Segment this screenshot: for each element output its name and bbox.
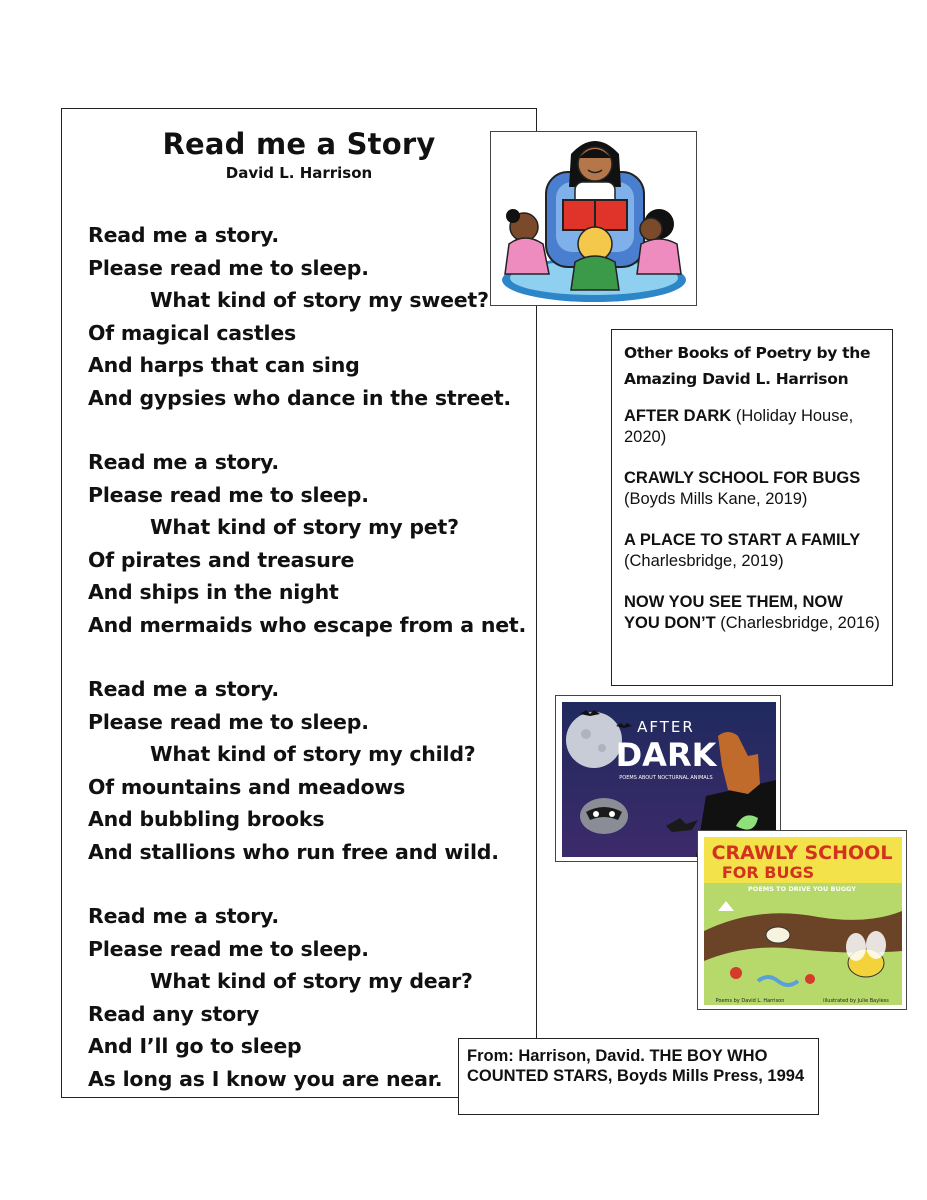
book-details: (Charlesbridge, 2019) — [624, 552, 784, 570]
crawly-title-2: FOR BUGS — [721, 863, 815, 882]
poem-line: Of pirates and treasure — [88, 547, 355, 572]
poem-stanzas — [88, 219, 528, 1127]
poem-line: And mermaids who escape from a net. — [88, 612, 527, 637]
poem-line: And harps that can sing — [88, 353, 360, 377]
poem-title: Read me a Story — [162, 127, 436, 161]
poem-line: What kind of story my dear? — [150, 969, 473, 993]
book-entry — [624, 468, 882, 510]
poem-line: Read any story — [88, 1001, 260, 1026]
poem-line: Please read me to sleep. — [88, 936, 369, 961]
poem-author: David L. Harrison — [225, 164, 373, 182]
poem-line: And gypsies who dance in the street. — [88, 385, 511, 410]
poem-line: And I’ll go to sleep — [88, 1034, 302, 1058]
book-details: (Charlesbridge, 2016) — [715, 614, 880, 632]
crawly-school-cover-art — [698, 831, 907, 1010]
after-dark-subtitle: POEMS ABOUT NOCTURNAL ANIMALS — [619, 775, 713, 781]
book-title: CRAWLY SCHOOL FOR BUGS — [624, 469, 861, 487]
poem-line: Please read me to sleep. — [88, 482, 369, 507]
book-entry — [624, 406, 882, 448]
poem-line: And stallions who run free and wild. — [88, 839, 499, 864]
poem-line: And bubbling brooks — [88, 807, 325, 831]
poem-line: As long as I know you are near. — [88, 1066, 443, 1091]
poem-line: What kind of story my pet? — [150, 515, 459, 539]
book-title: NOW YOU SEE THEM, NOW YOU DON’T — [624, 593, 843, 632]
poem-line: Please read me to sleep. — [88, 255, 369, 280]
poem-box — [61, 108, 537, 1098]
book-title: A PLACE TO START A FAMILY — [624, 531, 861, 549]
source-citation-box — [458, 1038, 819, 1115]
poem-line: What kind of story my sweet? — [150, 288, 489, 312]
crawly-illustrated-by: illustrated by Julie Bayless — [823, 998, 889, 1004]
book-details: (Boyds Mills Kane, 2019) — [624, 490, 808, 508]
stanza-3 — [88, 673, 528, 868]
crawly-title-1: CRAWLY SCHOOL — [711, 842, 893, 864]
poem-line: Of magical castles — [88, 320, 297, 345]
other-books-heading: Other Books of Poetry by the Amazing David L. Harrison — [624, 344, 871, 388]
poem-line: Read me a story. — [88, 677, 279, 701]
book-entry — [624, 592, 882, 634]
book-details: (Holiday House, 2020) — [624, 407, 854, 446]
stanza-1 — [88, 219, 528, 414]
poem-line: Read me a story. — [88, 223, 279, 247]
poem-line: Read me a story. — [88, 450, 279, 474]
stanza-2 — [88, 446, 528, 641]
after-dark-title-2: DARK — [615, 736, 717, 774]
crawly-poems-by: Poems by David L. Harrison — [715, 998, 785, 1004]
source-citation-text: From: Harrison, David. THE BOY WHO COUNTED STARS, Boyds Mills Press, 1994 — [467, 1047, 805, 1085]
poem-line: Of mountains and meadows — [88, 774, 406, 799]
poem-line: And ships in the night — [88, 580, 339, 604]
poem-line: Please read me to sleep. — [88, 709, 369, 734]
other-books-box — [611, 329, 893, 686]
story-time-clipart — [491, 132, 697, 306]
poem-line: What kind of story my child? — [150, 742, 476, 766]
book-title: AFTER DARK — [624, 407, 732, 425]
crawly-school-cover — [697, 830, 907, 1010]
poem-line: Read me a story. — [88, 904, 279, 928]
book-entry — [624, 530, 882, 572]
story-time-illustration — [490, 131, 697, 306]
crawly-subtitle: POEMS TO DRIVE YOU BUGGY — [748, 885, 856, 893]
after-dark-title-1: AFTER — [637, 718, 695, 736]
